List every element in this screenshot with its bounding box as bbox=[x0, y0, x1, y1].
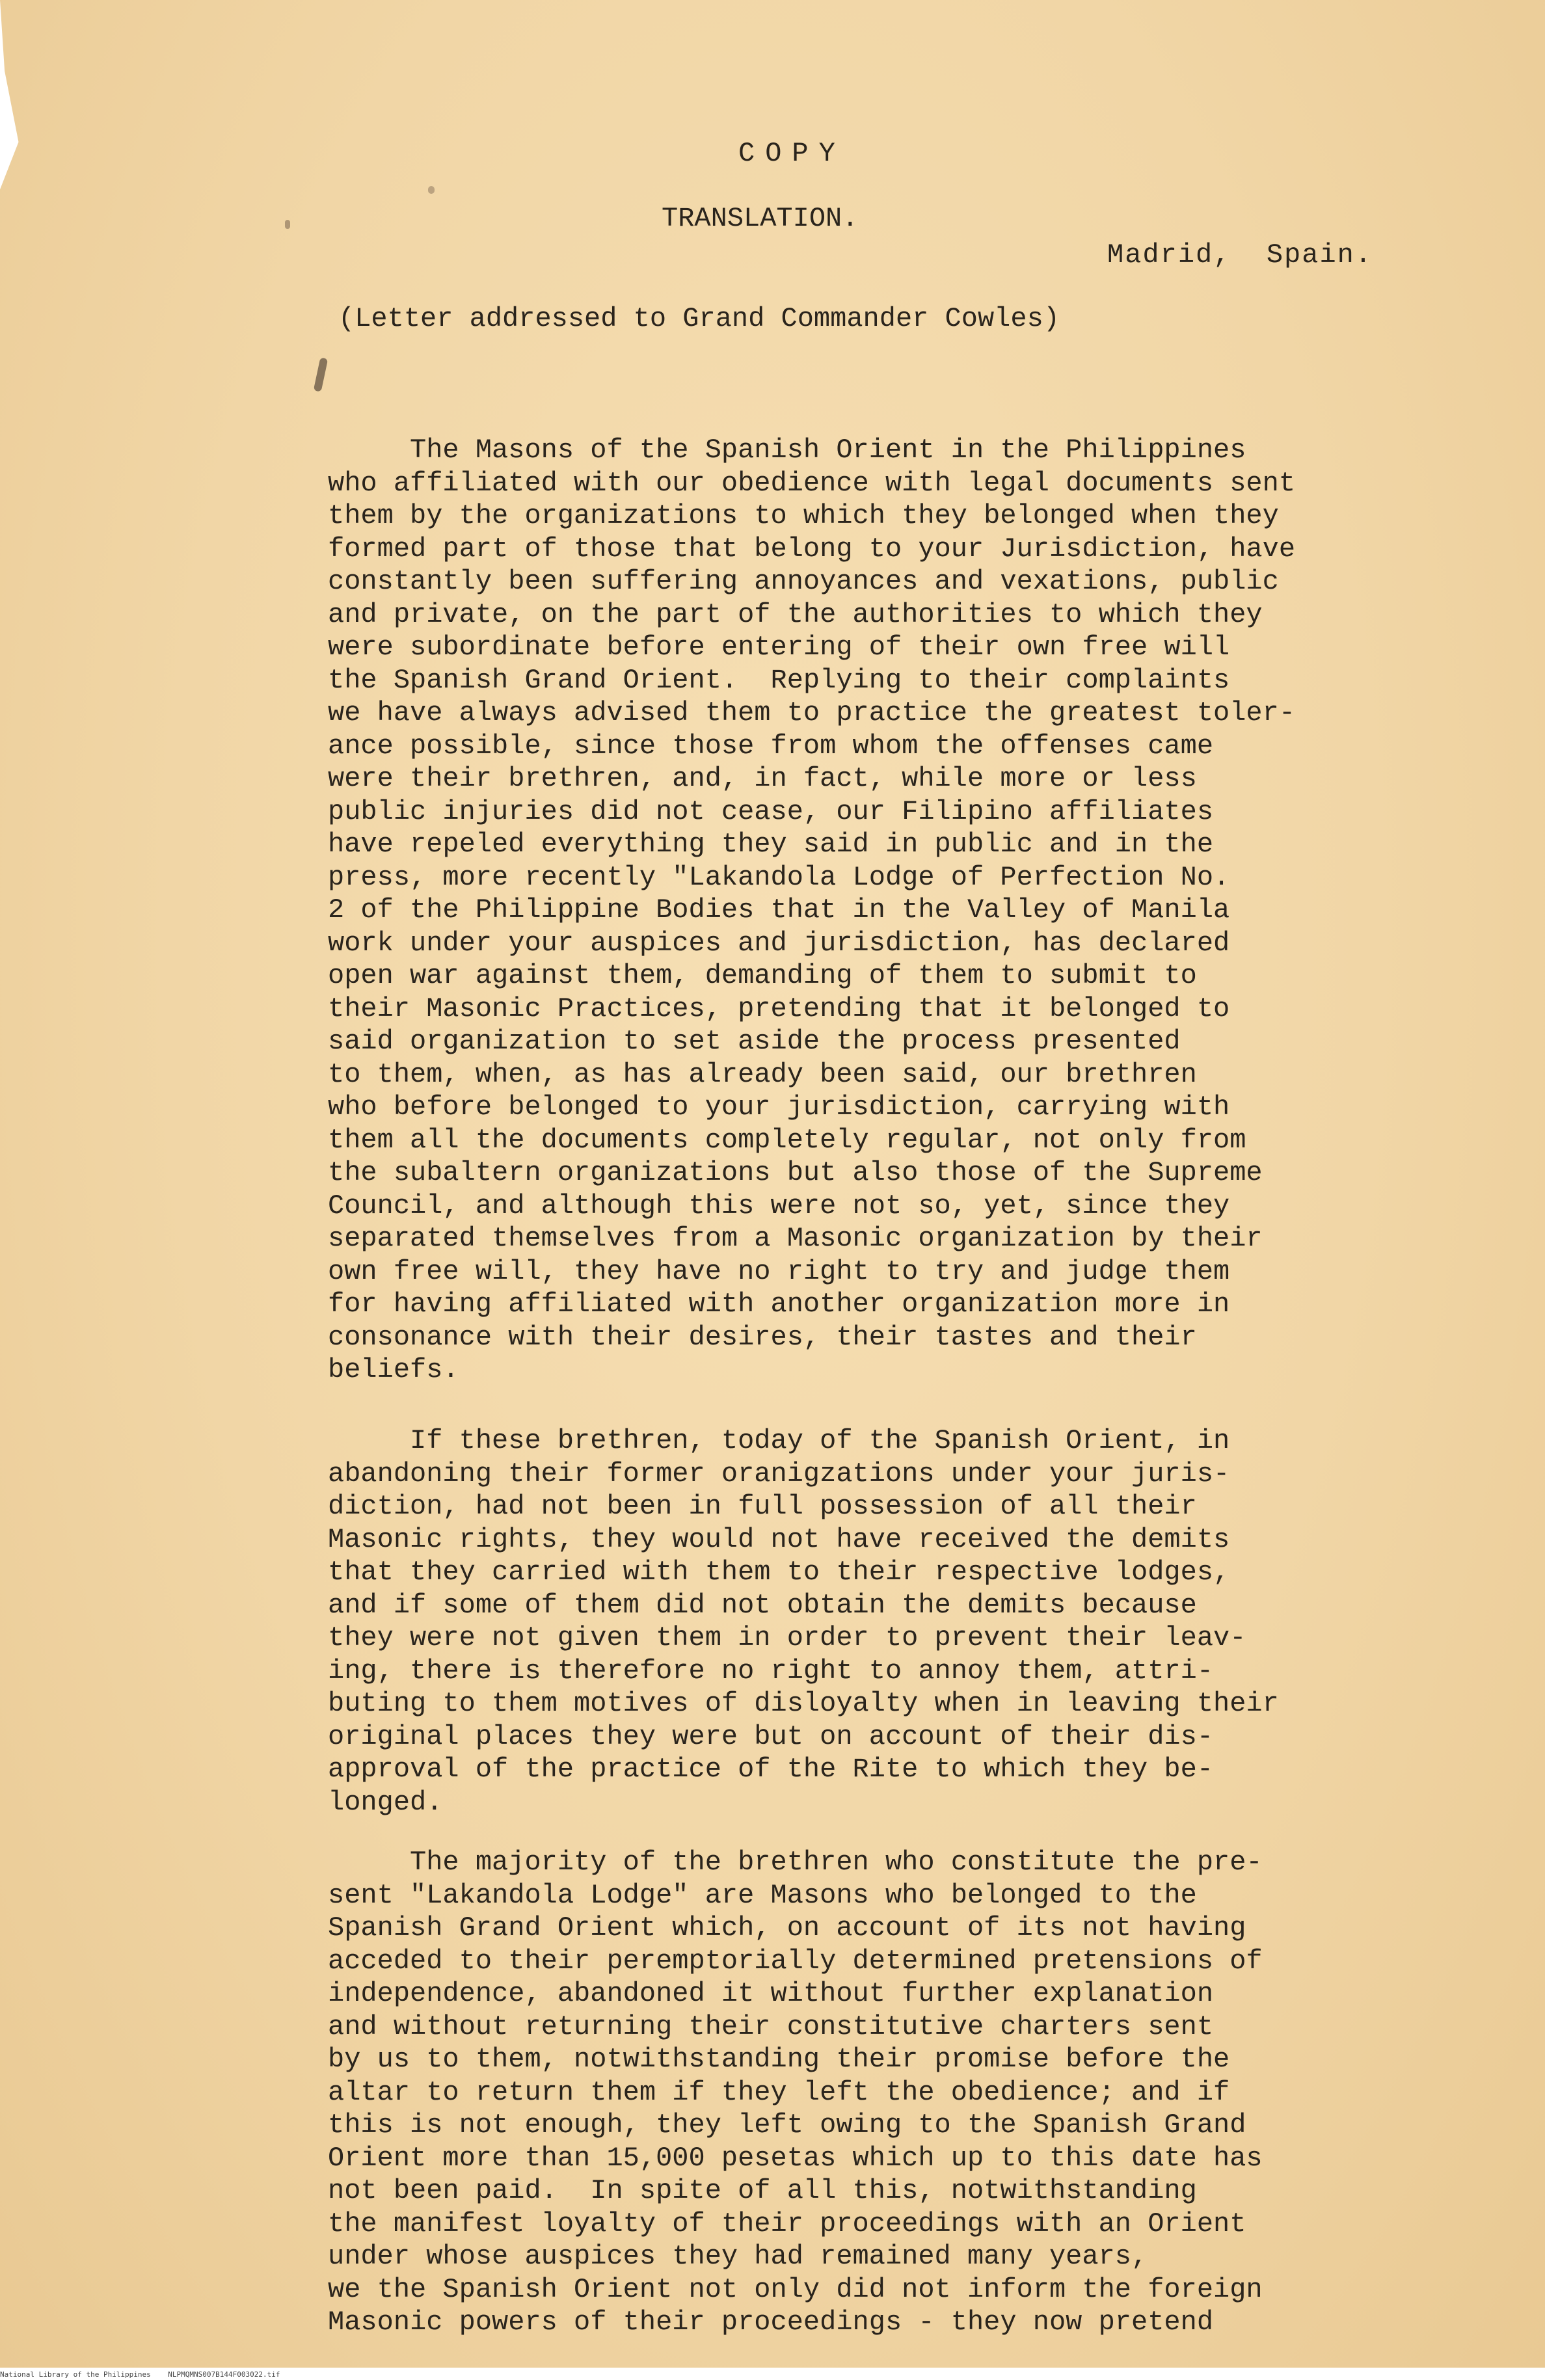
text-line: altar to return them if they left the obedience; and if bbox=[328, 2076, 1230, 2108]
text-line: have repeled everything they said in public and in the bbox=[328, 829, 1214, 860]
text-line: the manifest loyalty of their proceedings with an Orient bbox=[328, 2208, 1246, 2240]
text-line: and private, on the part of the authorities to which they bbox=[328, 598, 1263, 630]
text-line: not been paid. In spite of all this, notwithstanding bbox=[328, 2175, 1197, 2206]
text-line: approval of the practice of the Rite to which they be- bbox=[328, 1754, 1214, 1785]
text-line: public injuries did not cease, our Filipino affiliates bbox=[328, 796, 1214, 827]
text-line: them all the documents completely regular, not only from bbox=[328, 1124, 1246, 1156]
text-line: separated themselves from a Masonic organization by their bbox=[328, 1223, 1263, 1254]
text-line: The Masons of the Spanish Orient in the Philippines bbox=[328, 435, 1246, 466]
text-line: by us to them, notwithstanding their promise before the bbox=[328, 2044, 1230, 2075]
text-line: Council, and although this were not so, yet, since they bbox=[328, 1190, 1230, 1222]
text-line: Masonic rights, they would not have received the demits bbox=[328, 1523, 1230, 1555]
text-line: we the Spanish Orient not only did not inform the foreign bbox=[328, 2273, 1263, 2305]
text-line: acceded to their peremptorially determined pretensions of bbox=[328, 1945, 1263, 1977]
text-line: ing, there is therefore no right to annoy them, attri- bbox=[328, 1655, 1214, 1687]
text-line: original places they were but on account of their dis- bbox=[328, 1720, 1214, 1752]
text-line: and without returning their constitutive charters sent bbox=[328, 2011, 1214, 2042]
translation-heading: TRANSLATION. bbox=[662, 203, 859, 234]
text-line: own free will, they have no right to try and judge them bbox=[328, 1255, 1230, 1287]
text-line: If these brethren, today of the Spanish Orient, in bbox=[328, 1425, 1230, 1456]
text-line: sent "Lakandola Lodge" are Masons who belonged to the bbox=[328, 1879, 1197, 1911]
text-line: and if some of them did not obtain the demits because bbox=[328, 1589, 1197, 1621]
text-line: them by the organizations to which they belonged when they bbox=[328, 500, 1279, 531]
text-line: to them, when, as has already been said, our brethren bbox=[328, 1058, 1197, 1090]
paragraph-2 bbox=[328, 1424, 1473, 1819]
text-line: for having affiliated with another organization more in bbox=[328, 1289, 1230, 1320]
text-line: press, more recently "Lakandola Lodge of Perfection No. bbox=[328, 861, 1230, 893]
text-line: diction, had not been in full possession of all their bbox=[328, 1491, 1197, 1522]
text-line: Spanish Grand Orient which, on account of its not having bbox=[328, 1912, 1246, 1944]
text-line: consonance with their desires, their tastes and their bbox=[328, 1321, 1197, 1353]
paragraph-1 bbox=[328, 434, 1473, 1387]
text-line: Masonic powers of their proceedings - they now pretend bbox=[328, 2306, 1214, 2338]
text-line: buting to them motives of disloyalty when in leaving their bbox=[328, 1688, 1279, 1719]
text-line: abandoning their former oranigzations under your juris- bbox=[328, 1458, 1230, 1490]
text-line: said organization to set aside the process presented bbox=[328, 1026, 1181, 1057]
text-line: they were not given them in order to prevent their leav- bbox=[328, 1622, 1246, 1653]
text-line: ance possible, since those from whom the offenses came bbox=[328, 730, 1214, 762]
text-line: constantly been suffering annoyances and vexations, public bbox=[328, 566, 1279, 597]
text-line: independence, abandoned it without further explanation bbox=[328, 1978, 1214, 2009]
text-line: under whose auspices they had remained many years, bbox=[328, 2241, 1148, 2272]
text-line: were their brethren, and, in fact, while more or less bbox=[328, 763, 1197, 794]
text-line: The majority of the brethren who constitute the pre- bbox=[328, 1847, 1263, 1878]
footer-caption: National Library of the Philippines NLPMQMNS007B144F003022.tif bbox=[0, 2369, 1545, 2380]
text-line: who affiliated with our obedience with legal documents sent bbox=[328, 467, 1296, 499]
text-line: we have always advised them to practice the greatest toler- bbox=[328, 697, 1296, 729]
text-line: Orient more than 15,000 pesetas which up to this date has bbox=[328, 2142, 1263, 2174]
text-line: the subaltern organizations but also those of the Supreme bbox=[328, 1157, 1263, 1188]
text-line: that they carried with them to their respective lodges, bbox=[328, 1557, 1230, 1588]
paragraph-3 bbox=[328, 1846, 1473, 2339]
text-line: the Spanish Grand Orient. Replying to their complaints bbox=[328, 664, 1230, 696]
text-line: who before belonged to your jurisdiction, carrying with bbox=[328, 1091, 1230, 1123]
text-line: 2 of the Philippine Bodies that in the Valley of Manila bbox=[328, 894, 1230, 926]
text-line: this is not enough, they left owing to the Spanish Grand bbox=[328, 2109, 1246, 2141]
text-line: work under your auspices and jurisdiction, has declared bbox=[328, 927, 1230, 959]
copy-heading: COPY bbox=[738, 138, 846, 169]
text-line: longed. bbox=[328, 1786, 443, 1818]
ink-stain bbox=[428, 186, 435, 194]
text-line: open war against them, demanding of them to submit to bbox=[328, 960, 1197, 991]
ink-stain bbox=[285, 220, 290, 229]
text-line: beliefs. bbox=[328, 1354, 459, 1385]
text-line: were subordinate before entering of their own free will bbox=[328, 632, 1230, 663]
letter-subtitle: (Letter addressed to Grand Commander Cowles) bbox=[338, 303, 1060, 334]
place-line: Madrid, Spain. bbox=[1107, 239, 1373, 271]
text-line: their Masonic Practices, pretending that it belonged to bbox=[328, 993, 1230, 1024]
text-line: formed part of those that belong to your Jurisdiction, have bbox=[328, 533, 1296, 565]
